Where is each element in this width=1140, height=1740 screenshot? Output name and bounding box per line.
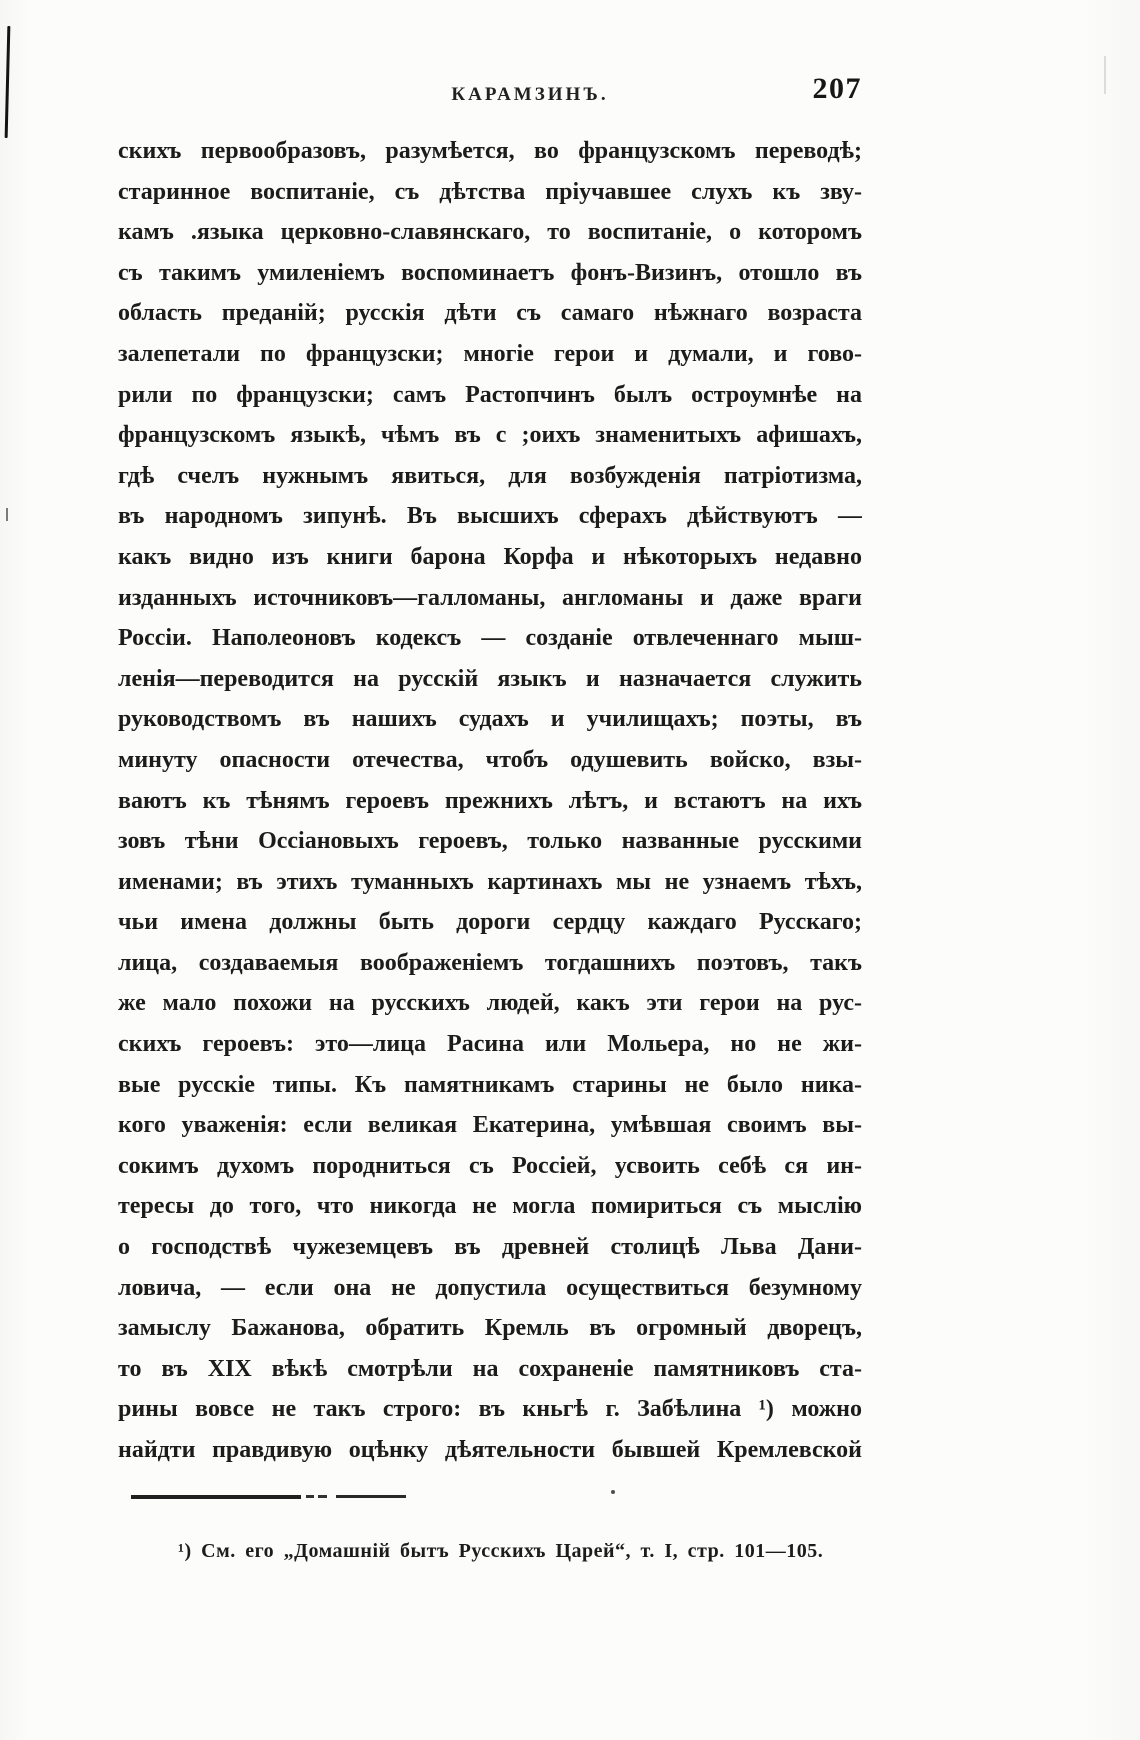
text-line: найдти правдивую оцѣнку дѣятельности бывшей Кремлевской <box>118 1437 862 1463</box>
text-line: кого уваженія: если великая Екатерина, умѣвшая своимъ вы- <box>118 1112 862 1139</box>
text-line: ленія—переводится на русскій языкъ и назначается служить <box>118 665 862 692</box>
text-line: чьи имена должны быть дороги сердцу каждаго Русскаго; <box>118 909 862 936</box>
text-line: руководствомъ въ нашихъ судахъ и училищахъ; поэты, въ <box>118 706 862 733</box>
text-line: французскомъ языкѣ, чѣмъ въ с ;оихъ знаменитыхъ афишахъ, <box>118 422 862 449</box>
text-line: сокимъ духомъ породниться съ Россіей, усвоить себѣ ся ин- <box>118 1152 862 1179</box>
text-line: зовъ тѣни Оссіановыхъ героевъ, только названные русскими <box>118 828 862 855</box>
text-line: рины вовсе не такъ строго: въ кньгѣ г. Забѣлина ¹) можно <box>118 1396 862 1423</box>
text-line: въ народномъ зипунѣ. Въ высшихъ сферахъ дѣйствуютъ — <box>118 503 862 530</box>
page-number: 207 <box>812 72 862 105</box>
text-line: лица, создаваемыя воображеніемъ тогдашнихъ поэтовъ, такъ <box>118 949 862 976</box>
text-line: какъ видно изъ книги барона Корфа и нѣкоторыхъ недавно <box>118 543 862 570</box>
body-text <box>118 131 862 1471</box>
text-line: скихъ героевъ: это—лица Расина или Мольера, но не жи- <box>118 1031 862 1058</box>
text-line: область преданій; русскія дѣти съ самаго нѣжнаго возраста <box>118 300 862 327</box>
scan-artifact-left-tick <box>6 508 8 521</box>
separator-segment <box>318 1495 327 1498</box>
text-line: старинное воспитаніе, съ дѣтства пріучавшее слухъ къ зву- <box>118 178 862 205</box>
text-line: ваютъ къ тѣнямъ героевъ прежнихъ лѣтъ, и встаютъ на ихъ <box>118 787 862 814</box>
separator-segment <box>131 1495 301 1499</box>
scan-artifact-right-mark <box>1104 56 1106 94</box>
text-line: именами; въ этихъ туманныхъ картинахъ мы не узнаемъ тѣхъ, <box>118 868 862 895</box>
separator-segment <box>336 1495 406 1498</box>
text-line: же мало похожи на русскихъ людей, какъ эти герои на рус- <box>118 990 862 1017</box>
footnote-separator <box>0 1495 1140 1501</box>
text-line: камъ .языка церковно-славянскаго, то воспитаніе, о которомъ <box>118 219 862 246</box>
text-line: тересы до того, что никогда не могла помириться съ мыслію <box>118 1193 862 1220</box>
text-line: съ такимъ умиленіемъ воспоминаетъ фонъ-Визинъ, отошло въ <box>118 259 862 286</box>
text-line: то въ XIX вѣкѣ смотрѣли на сохраненіе памятниковъ ста- <box>118 1355 862 1382</box>
text-line: гдѣ счелъ нужнымъ явиться, для возбужденія патріотизма, <box>118 462 862 489</box>
text-line: рили по французски; самъ Растопчинъ былъ остроумнѣе на <box>118 381 862 408</box>
text-line: вые русскіе типы. Къ памятникамъ старины не было ника- <box>118 1071 862 1098</box>
text-line: ловича, — если она не допустила осуществиться безумному <box>118 1274 862 1301</box>
text-line: о господствѣ чужеземцевъ въ древней столицѣ Льва Дани- <box>118 1234 862 1261</box>
scan-artifact-dot <box>611 1490 615 1494</box>
scan-artifact-left-line <box>5 26 11 138</box>
text-line: скихъ первообразовъ, разумѣется, во французскомъ переводѣ; <box>118 138 862 164</box>
text-line: минуту опасности отечества, чтобъ одушевить войско, взы- <box>118 746 862 773</box>
separator-segment <box>306 1495 314 1498</box>
text-line: изданныхъ источниковъ—галломаны, англоманы и даже враги <box>118 584 862 611</box>
text-line: Россіи. Наполеоновъ кодексъ — созданіе отвлеченнаго мыш- <box>118 625 862 652</box>
running-header-title: КАРАМЗИНЪ. <box>451 84 609 105</box>
footnote: ¹) См. его „Домашній бытъ Русскихъ Царей“, т. I, стр. 101—105. <box>178 1540 824 1562</box>
text-line: замыслу Бажанова, обратить Кремль въ огромный дворецъ, <box>118 1315 862 1342</box>
text-line: залепетали по французски; многіе герои и думали, и гово- <box>118 340 862 367</box>
